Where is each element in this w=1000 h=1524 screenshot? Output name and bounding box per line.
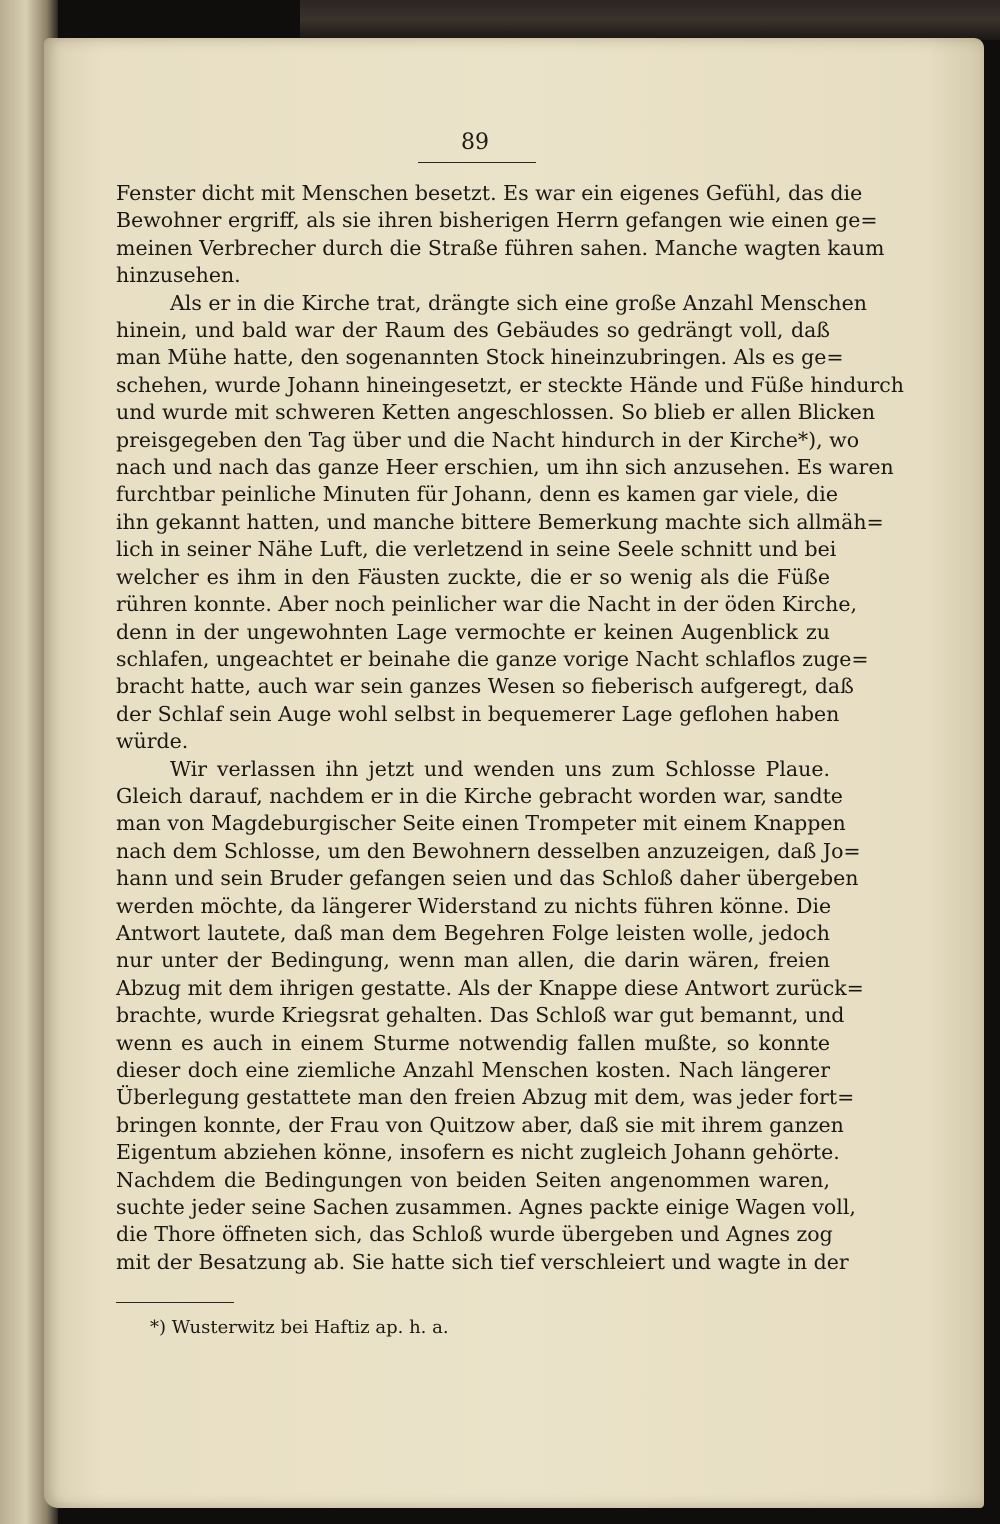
text-line: nach und nach das ganze Heer erschien, um ihn sich anzusehen. Es waren xyxy=(116,455,894,480)
text-line: und wurde mit schweren Ketten angeschlossen. So blieb er allen Blicken xyxy=(116,400,876,425)
text-line: hinzusehen. xyxy=(116,263,241,288)
text-line: denn in der ungewohnten Lage vermochte er keinen Augenblick zu xyxy=(116,619,830,644)
text-line: Wir verlassen ihn jetzt und wenden uns zum Schlosse Plaue. xyxy=(170,756,830,781)
text-line: ihn gekannt hatten, und manche bittere Bemerkung machte sich allmäh= xyxy=(116,509,884,534)
text-line: Bewohner ergriff, als sie ihren bisherigen Herrn gefangen wie einen ge= xyxy=(116,208,878,233)
text-line: der Schlaf sein Auge wohl selbst in bequemerer Lage geflohen haben xyxy=(116,701,840,726)
text-line: meinen Verbrecher durch die Straße führen sahen. Manche wagten kaum xyxy=(116,235,885,260)
text-line: suchte jeder seine Sachen zusammen. Agnes packte einige Wagen voll, xyxy=(116,1195,856,1220)
text-line: nur unter der Bedingung, wenn man allen, die darin wären, freien xyxy=(116,948,830,973)
text-line: hinein, und bald war der Raum des Gebäudes so gedrängt voll, daß xyxy=(116,318,830,343)
text-line: man Mühe hatte, den sogenannten Stock hineinzubringen. Als es ge= xyxy=(116,345,844,370)
text-line: Eigentum abziehen könne, insofern es nicht zugleich Johann gehörte. xyxy=(116,1140,840,1165)
text-line: preisgegeben den Tag über und die Nacht hindurch in der Kirche*), wo xyxy=(116,427,860,452)
footnote-rule xyxy=(116,1302,234,1303)
text-line: würde. xyxy=(116,729,189,754)
text-line: Abzug mit dem ihrigen gestatte. Als der Knappe diese Antwort zurück= xyxy=(116,975,864,1000)
text-line: nach dem Schlosse, um den Bewohnern desselben anzuzeigen, daß Jo= xyxy=(116,838,861,863)
text-line: furchtbar peinliche Minuten für Johann, denn es kamen gar viele, die xyxy=(116,482,838,507)
text-line: hann und sein Bruder gefangen seien und das Schloß daher übergeben xyxy=(116,866,859,891)
text-line: bringen konnte, der Frau von Quitzow aber, daß sie mit ihrem ganzen xyxy=(116,1112,844,1137)
text-line: Überlegung gestattete man den freien Abzug mit dem, was jeder fort= xyxy=(116,1085,855,1110)
text-line: wenn es auch in einem Sturme notwendig fallen mußte, so konnte xyxy=(116,1030,830,1055)
text-line: schlafen, ungeachtet er beinahe die ganze vorige Nacht schlaflos zuge= xyxy=(116,646,869,671)
text-line: rühren konnte. Aber noch peinlicher war die Nacht in der öden Kirche, xyxy=(116,592,857,617)
text-line: werden möchte, da längerer Widerstand zu nichts führen könne. Die xyxy=(116,893,832,918)
text-line: man von Magdeburgischer Seite einen Trompeter mit einem Knappen xyxy=(116,811,846,836)
text-line: bracht hatte, auch war sein ganzes Wesen so fieberisch aufgeregt, daß xyxy=(116,674,854,699)
text-line: mit der Besatzung ab. Sie hatte sich tief verschleiert und wagte in der xyxy=(116,1249,849,1274)
text-line: die Thore öffneten sich, das Schloß wurde übergeben und Agnes zog xyxy=(116,1222,833,1247)
text-line: lich in seiner Nähe Luft, die verletzend in seine Seele schnitt und bei xyxy=(116,537,837,562)
page-number: 89 xyxy=(461,130,489,155)
text-line: Gleich darauf, nachdem er in die Kirche gebracht worden war, sandte xyxy=(116,783,843,808)
text-line: dieser doch eine ziemliche Anzahl Menschen kosten. Nach längerer xyxy=(116,1058,830,1082)
text-line: schehen, wurde Johann hineingesetzt, er steckte Hände und Füße hindurch xyxy=(116,372,904,397)
text-line: Antwort lautete, daß man dem Begehren Folge leisten wolle, jedoch xyxy=(116,920,830,945)
text-line: welcher es ihm in den Fäusten zuckte, die er so wenig als die Füße xyxy=(116,564,830,589)
text-line: Als er in die Kirche trat, drängte sich eine große Anzahl Menschen xyxy=(170,290,867,315)
text-line: Nachdem die Bedingungen von beiden Seiten angenommen waren, xyxy=(116,1167,830,1192)
page-number-rule xyxy=(418,162,536,163)
footnote: *) Wusterwitz bei Haftiz ap. h. a. xyxy=(150,1317,449,1338)
book-binding-edge xyxy=(300,0,1000,40)
body-text xyxy=(116,180,904,1276)
text-line: Fenster dicht mit Menschen besetzt. Es war ein eigenes Gefühl, das die xyxy=(116,181,863,205)
text-line: brachte, wurde Kriegsrat gehalten. Das Schloß war gut bemannt, und xyxy=(116,1003,845,1028)
